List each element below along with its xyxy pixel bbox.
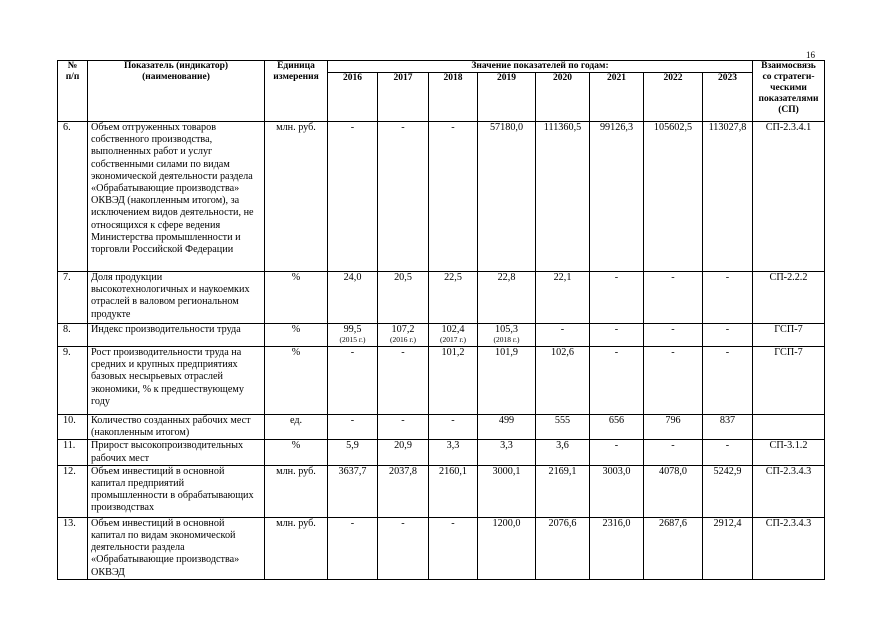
value-cell (378, 440, 429, 465)
value-cell (703, 324, 753, 347)
link-cell (753, 415, 825, 440)
indicator-name: Объем отгруженных товаров собственного производства, выполненных работ и услуг собственными силами по видам экономической деятельности раздела «Обрабатывающие производства» ОКВЭД (накопленным итогом), за исключением видов деятельности, не относящихся к сфере ведения Министерства промышленности и торговли Российской Федерации (88, 122, 265, 272)
link-cell: СП-2.3.4.3 (753, 465, 825, 517)
value-text: 57180,0 (489, 122, 524, 133)
value-cell (478, 440, 536, 465)
header-year: 2019 (478, 73, 536, 122)
unit-cell: % (265, 347, 328, 415)
value-text: - (725, 347, 730, 358)
value-cell (590, 324, 644, 347)
value-text: - (671, 324, 675, 335)
header-year: 2018 (429, 73, 478, 122)
value-cell (644, 440, 703, 465)
value-cell (644, 517, 703, 579)
value-text: 656 (608, 415, 625, 426)
value-text: - (614, 347, 619, 358)
value-text: 3000,1 (492, 465, 521, 477)
value-text: - (725, 440, 730, 452)
value-cell (378, 517, 429, 579)
value-text: 111360,5 (543, 122, 582, 133)
value-cell (328, 415, 378, 440)
indicator-name: Рост производительности труда на средних и крупных предприятиях базовых несырьевых отраслей экономики, % к предшествующему году (88, 347, 265, 415)
header-indicator: Показатель (индикатор) (наименование) (88, 61, 265, 122)
value-cell (328, 465, 378, 517)
page-number: 16 (806, 50, 815, 60)
value-text: 2169,1 (548, 465, 577, 477)
value-text: 101,2 (441, 347, 465, 358)
row-number: 10. (58, 415, 88, 440)
value-cell (590, 122, 644, 272)
value-cell (378, 415, 429, 440)
value-text: - (401, 347, 405, 358)
value-text: - (401, 517, 405, 529)
value-text: 3,3 (500, 440, 513, 452)
value-text: - (671, 347, 675, 358)
value-text: - (350, 122, 355, 133)
value-text: 499 (498, 415, 515, 426)
value-text: - (350, 347, 355, 358)
table-row (58, 415, 825, 440)
value-text: 4078,0 (658, 465, 687, 477)
value-text: 2037,8 (388, 465, 417, 477)
value-cell (478, 347, 536, 415)
value-cell (644, 415, 703, 440)
value-text: - (671, 440, 675, 452)
value-text: 1200,0 (492, 517, 521, 529)
value-cell (590, 440, 644, 465)
value-cell (644, 465, 703, 517)
value-text: - (350, 415, 355, 426)
value-cell (644, 122, 703, 272)
table-row (58, 347, 825, 415)
header-year: 2021 (590, 73, 644, 122)
indicator-name: Индекс производительности труда (88, 324, 265, 347)
row-number: 12. (58, 465, 88, 517)
value-text: 837 (719, 415, 736, 426)
unit-cell: млн. руб. (265, 465, 328, 517)
value-cell (590, 517, 644, 579)
header-link: Взаимосвязь со стратеги- ческими показателями (СП) (753, 61, 825, 122)
row-number: 11. (58, 440, 88, 465)
unit-cell: млн. руб. (265, 122, 328, 272)
value-cell (644, 347, 703, 415)
unit-cell: % (265, 324, 328, 347)
value-cell (429, 272, 478, 324)
value-text: 3637,7 (338, 465, 367, 477)
value-cell (703, 347, 753, 415)
value-text: 555 (554, 415, 571, 426)
value-cell (378, 272, 429, 324)
value-cell (703, 465, 753, 517)
value-text: 102,4 (441, 324, 465, 335)
value-text: - (614, 272, 619, 283)
value-text: - (560, 324, 565, 335)
value-cell (703, 122, 753, 272)
value-cell (590, 347, 644, 415)
value-text: 22,8 (497, 272, 516, 283)
table-row (58, 324, 825, 347)
value-text: - (614, 324, 619, 335)
value-cell (703, 517, 753, 579)
value-cell (328, 517, 378, 579)
row-number: 9. (58, 347, 88, 415)
header-year: 2020 (536, 73, 590, 122)
value-text: 99126,3 (599, 122, 634, 133)
value-text: 2076,6 (548, 517, 577, 529)
value-cell (328, 122, 378, 272)
value-cell (429, 347, 478, 415)
value-cell (536, 324, 590, 347)
value-cell (536, 440, 590, 465)
table-row (58, 517, 825, 579)
value-text: 2160,1 (438, 465, 467, 477)
value-text: - (451, 517, 455, 529)
value-cell (328, 324, 378, 347)
value-cell (429, 415, 478, 440)
link-cell: ГСП-7 (753, 347, 825, 415)
indicator-name: Количество созданных рабочих мест (накопленным итогом) (88, 415, 265, 440)
value-text: - (614, 440, 619, 452)
value-text: 102,6 (551, 347, 574, 358)
value-cell (590, 465, 644, 517)
header-year: 2022 (644, 73, 703, 122)
row-number: 13. (58, 517, 88, 579)
value-cell (536, 517, 590, 579)
value-text: - (451, 122, 455, 133)
value-text: 2687,6 (658, 517, 687, 529)
header-values-group: Значение показателей по годам: (328, 61, 753, 73)
indicator-name: Прирост высокопроизводительных рабочих мест (88, 440, 265, 465)
value-text: 22,5 (444, 272, 462, 283)
row-number: 6. (58, 122, 88, 272)
value-cell (429, 324, 478, 347)
link-cell: ГСП-7 (753, 324, 825, 347)
row-number: 7. (58, 272, 88, 324)
value-text: 3,3 (446, 440, 460, 452)
link-cell: СП-2.3.4.1 (753, 122, 825, 272)
value-cell (536, 272, 590, 324)
value-text: 99,5 (343, 324, 362, 335)
table-row (58, 122, 825, 272)
value-text: 3,6 (556, 440, 569, 452)
value-cell (378, 347, 429, 415)
value-text: - (401, 122, 405, 133)
value-text: 20,9 (394, 440, 412, 452)
value-text: 796 (665, 415, 681, 426)
value-cell (378, 122, 429, 272)
value-cell (429, 517, 478, 579)
value-cell (644, 324, 703, 347)
value-cell (478, 324, 536, 347)
value-cell (536, 415, 590, 440)
value-cell (429, 122, 478, 272)
value-text: 107,2 (391, 324, 415, 335)
header-year: 2016 (328, 73, 378, 122)
link-cell: СП-2.2.2 (753, 272, 825, 324)
value-text: 105602,5 (653, 122, 693, 133)
value-text: - (671, 272, 675, 283)
value-text: 105,3 (495, 324, 518, 335)
value-cell (478, 517, 536, 579)
value-note: (2015 г.) (339, 335, 366, 345)
value-text: - (350, 517, 355, 529)
value-text: - (401, 415, 405, 426)
value-text: 20,5 (394, 272, 412, 283)
value-text: - (451, 415, 455, 426)
link-cell: СП-2.3.4.3 (753, 517, 825, 579)
value-cell (429, 440, 478, 465)
header-unit: Единица измерения (265, 61, 328, 122)
value-cell (478, 122, 536, 272)
value-cell (703, 440, 753, 465)
value-cell (703, 415, 753, 440)
value-cell (536, 465, 590, 517)
indicator-name: Доля продукции высокотехнологичных и наукоемких отраслей в валовом региональном продукте (88, 272, 265, 324)
value-text: 2912,4 (713, 517, 742, 529)
value-text: 5242,9 (713, 465, 742, 477)
unit-cell: ед. (265, 415, 328, 440)
value-cell (703, 272, 753, 324)
value-note: (2017 г.) (440, 335, 466, 345)
indicators-table (57, 60, 825, 580)
table-row (58, 272, 825, 324)
value-text: 22,1 (553, 272, 572, 283)
value-cell (478, 415, 536, 440)
unit-cell: % (265, 440, 328, 465)
value-text: 113027,8 (708, 122, 747, 133)
value-text: 2316,0 (602, 517, 631, 529)
value-cell (644, 272, 703, 324)
value-cell (328, 440, 378, 465)
table-row (58, 440, 825, 465)
header-year: 2017 (378, 73, 429, 122)
value-cell (378, 465, 429, 517)
table-row (58, 465, 825, 517)
value-cell (328, 272, 378, 324)
unit-cell: % (265, 272, 328, 324)
value-text: 24,0 (343, 272, 362, 283)
value-cell (429, 465, 478, 517)
value-text: 3003,0 (602, 465, 631, 477)
value-cell (328, 347, 378, 415)
header-year: 2023 (703, 73, 753, 122)
value-cell (478, 272, 536, 324)
value-cell (478, 465, 536, 517)
value-note: (2016 г.) (390, 335, 416, 345)
indicator-name: Объем инвестиций в основной капитал по видам экономической деятельности раздела «Обрабатывающие производства» ОКВЭД (88, 517, 265, 579)
value-text: 101,9 (495, 347, 518, 358)
value-cell (536, 122, 590, 272)
value-text: 5,9 (346, 440, 359, 452)
row-number: 8. (58, 324, 88, 347)
value-cell (536, 347, 590, 415)
value-cell (590, 415, 644, 440)
header-num: № п/п (58, 61, 88, 122)
indicator-name: Объем инвестиций в основной капитал предприятий промышленности в обрабатывающих производствах (88, 465, 265, 517)
value-cell (590, 272, 644, 324)
value-text: - (725, 324, 730, 335)
link-cell: СП-3.1.2 (753, 440, 825, 465)
unit-cell: млн. руб. (265, 517, 328, 579)
value-note: (2018 г.) (493, 335, 520, 345)
value-cell (378, 324, 429, 347)
value-text: - (725, 272, 730, 283)
